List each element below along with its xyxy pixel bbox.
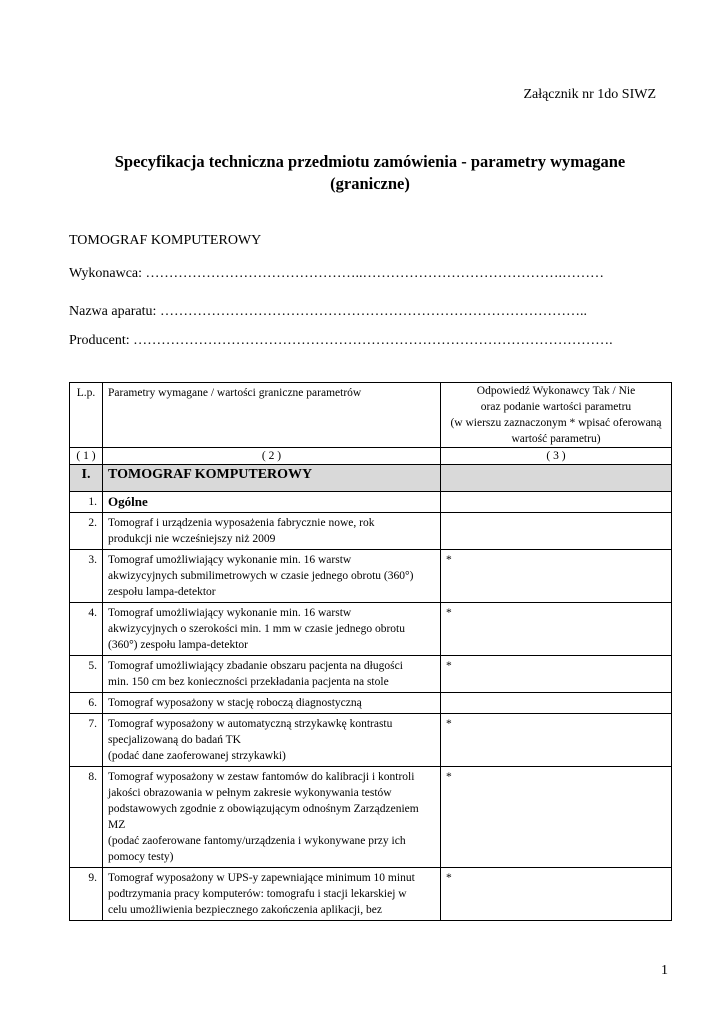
row-number: 7. <box>70 714 103 767</box>
table-row <box>70 550 672 603</box>
row-parameter <box>103 513 441 550</box>
parameter-line: Tomograf umożliwiający zbadanie obszaru pacjenta na długości <box>108 660 403 672</box>
table-row <box>70 714 672 767</box>
header-response <box>441 383 672 448</box>
parameter-line: Tomograf umożliwiający wykonanie min. 16 warstw <box>108 554 352 566</box>
device-type: TOMOGRAF KOMPUTEROWY <box>69 233 262 248</box>
row-parameter <box>103 656 441 693</box>
parameter-line: Ogólne <box>108 494 148 509</box>
column-number: ( 3 ) <box>441 448 672 465</box>
row-number: 6. <box>70 693 103 714</box>
column-number-row <box>70 448 672 465</box>
parameter-line: akwizycyjnych submilimetrowych w czasie jednego obrotu (360°) <box>108 570 414 582</box>
parameter-line: (podać zaoferowane fantomy/urządzenia i wykonywane przy ich <box>108 835 406 847</box>
title-line-2: (graniczne) <box>330 174 410 193</box>
device-name-field: Nazwa aparatu: ……………………………………………………………………………….. <box>69 304 587 319</box>
row-response-cell[interactable]: * <box>441 714 672 767</box>
parameter-line: specjalizowaną do badań TK <box>108 734 241 746</box>
row-number: 4. <box>70 603 103 656</box>
row-number: 8. <box>70 767 103 868</box>
table-header-row <box>70 383 672 448</box>
header-lp: L.p. <box>70 383 103 448</box>
parameter-line: zespołu lampa-detektor <box>108 586 216 598</box>
row-number: 2. <box>70 513 103 550</box>
header-response-line: oraz podanie wartości parametru <box>480 401 632 413</box>
row-parameter <box>103 492 441 513</box>
spec-table <box>69 382 672 921</box>
row-response-cell[interactable] <box>441 693 672 714</box>
row-parameter <box>103 550 441 603</box>
column-number: ( 2 ) <box>103 448 441 465</box>
row-response-cell[interactable]: * <box>441 550 672 603</box>
parameter-line: jakości obrazowania w pełnym zakresie wykonywania testów <box>108 787 392 799</box>
row-parameter <box>103 603 441 656</box>
parameter-line: min. 150 cm bez konieczności przekładania pacjenta na stole <box>108 676 389 688</box>
row-response-cell[interactable]: * <box>441 868 672 921</box>
header-response-line: Odpowiedź Wykonawcy Tak / Nie <box>476 385 636 397</box>
parameter-line: Tomograf wyposażony w automatyczną strzykawkę kontrastu <box>108 718 393 730</box>
row-parameter <box>103 868 441 921</box>
section-title: TOMOGRAF KOMPUTEROWY <box>103 465 441 492</box>
parameter-line: Tomograf wyposażony w zestaw fantomów do kalibracji i kontroli <box>108 771 415 783</box>
parameter-line: Tomograf i urządzenia wyposażenia fabrycznie nowe, rok <box>108 517 375 529</box>
parameter-line: Tomograf wyposażony w stację roboczą diagnostyczną <box>108 697 362 709</box>
row-parameter <box>103 714 441 767</box>
annex-label: Załącznik nr 1do SIWZ <box>523 87 656 102</box>
row-response-cell[interactable]: * <box>441 656 672 693</box>
parameter-line: akwizycyjnych o szerokości min. 1 mm w czasie jednego obrotu <box>108 623 406 635</box>
header-params: Parametry wymagane / wartości graniczne parametrów <box>103 383 441 448</box>
table-row <box>70 513 672 550</box>
parameter-line: Tomograf umożliwiający wykonanie min. 16 warstw <box>108 607 352 619</box>
row-number: 9. <box>70 868 103 921</box>
parameter-line: (podać dane zaoferowanej strzykawki) <box>108 750 286 762</box>
document-title <box>70 151 670 195</box>
table-row <box>70 492 672 513</box>
parameter-line: Tomograf wyposażony w UPS-y zapewniające minimum 10 minut <box>108 872 415 884</box>
section-row <box>70 465 672 492</box>
column-number: ( 1 ) <box>70 448 103 465</box>
row-parameter <box>103 693 441 714</box>
parameter-line: pomocy testy) <box>108 851 174 863</box>
header-response-line: wartość parametru) <box>511 433 601 445</box>
producer-field: Producent: …………………………………………………………………………………………. <box>69 333 613 348</box>
row-response-cell[interactable] <box>441 513 672 550</box>
row-number: 3. <box>70 550 103 603</box>
title-line-1: Specyfikacja techniczna przedmiotu zamówienia - parametry wymagane <box>114 152 626 171</box>
row-response-cell[interactable] <box>441 492 672 513</box>
table-row <box>70 656 672 693</box>
parameter-line: celu umożliwienia bezpiecznego zakończenia aplikacji, bez <box>108 904 382 916</box>
header-response-line: (w wierszu zaznaczonym * wpisać oferowaną <box>450 417 662 429</box>
section-response-cell <box>441 465 672 492</box>
table-row <box>70 693 672 714</box>
row-parameter <box>103 767 441 868</box>
parameter-line: produkcji nie wcześniejszy niż 2009 <box>108 533 276 545</box>
table-row <box>70 868 672 921</box>
page-number: 1 <box>661 963 668 978</box>
parameter-line: podtrzymania pracy komputerów: tomografu i stacji lekarskiej w <box>108 888 407 900</box>
row-response-cell[interactable]: * <box>441 767 672 868</box>
parameter-line: MZ <box>108 819 126 831</box>
row-response-cell[interactable]: * <box>441 603 672 656</box>
section-number: I. <box>70 465 103 492</box>
contractor-field: Wykonawca: ………………………………………..…………………………………….……… <box>69 266 605 281</box>
row-number: 5. <box>70 656 103 693</box>
row-number: 1. <box>70 492 103 513</box>
table-row <box>70 767 672 868</box>
parameter-line: (360°) zespołu lampa-detektor <box>108 639 248 651</box>
table-row <box>70 603 672 656</box>
parameter-line: podstawowych zgodnie z obowiązującym odnośnym Zarządzeniem <box>108 803 419 815</box>
